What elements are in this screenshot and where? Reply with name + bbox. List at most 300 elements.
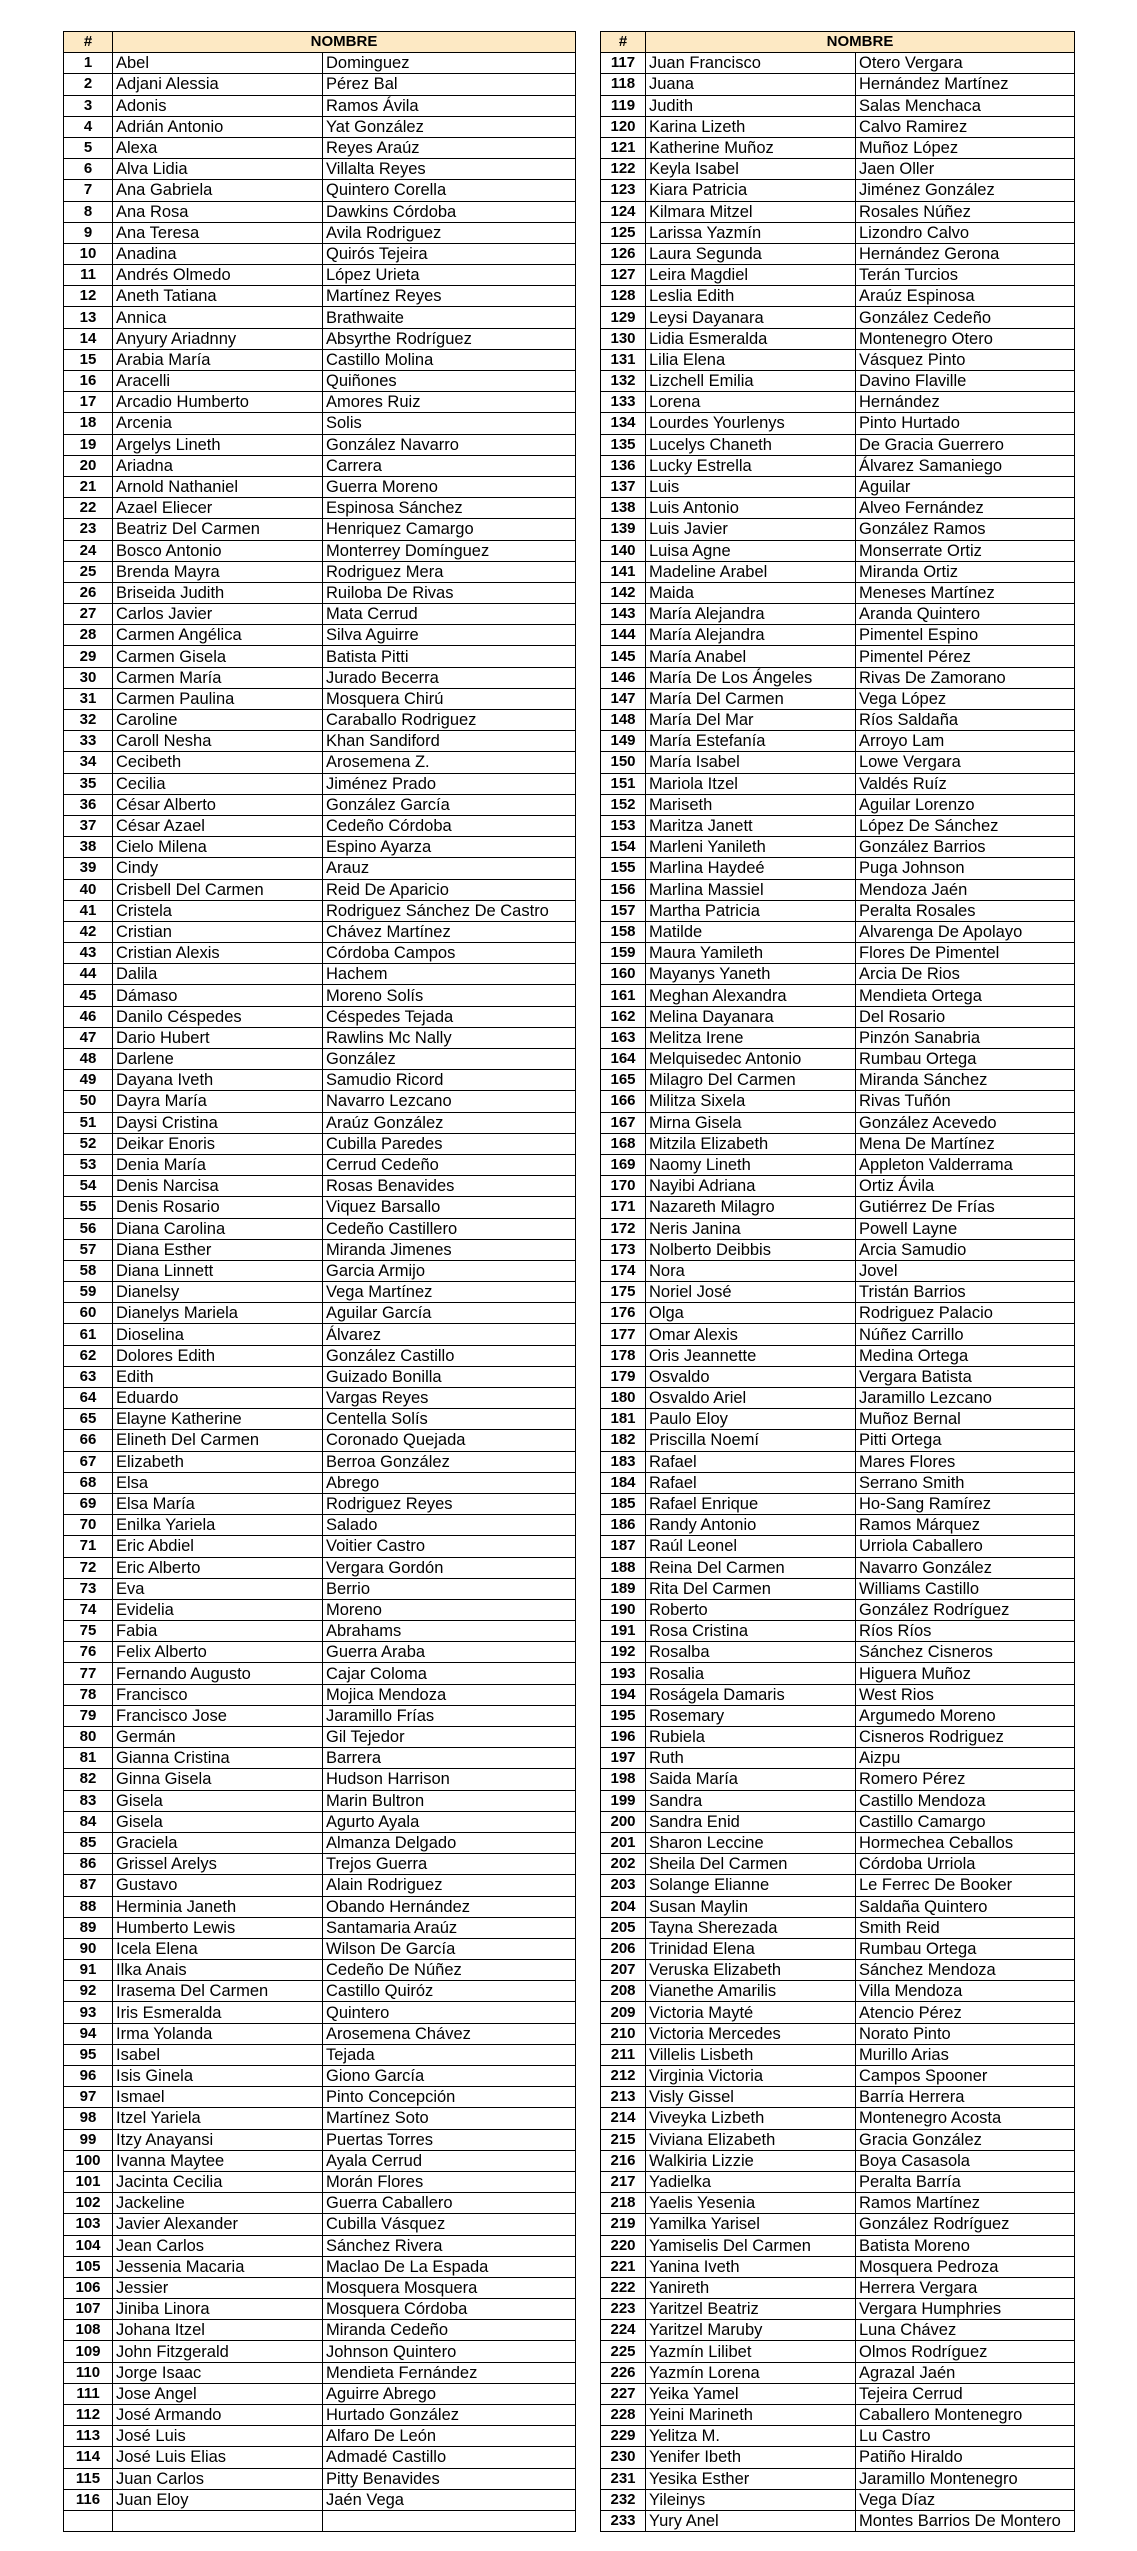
table-row [601, 2044, 1075, 2065]
last-name: Rodriguez Sánchez De Castro [323, 900, 576, 921]
table-row [64, 1642, 576, 1663]
table-row [64, 1599, 576, 1620]
first-name: Trinidad Elena [646, 1938, 856, 1959]
first-name: Yazmín Lilibet [646, 2341, 856, 2362]
table-row [601, 985, 1075, 1006]
table-header [64, 32, 576, 53]
row-number: 127 [601, 265, 646, 286]
first-name: Isis Ginela [113, 2066, 323, 2087]
table-row [601, 2108, 1075, 2129]
row-number: 159 [601, 943, 646, 964]
row-number: 194 [601, 1684, 646, 1705]
row-number: 144 [601, 625, 646, 646]
last-name: Smith Reid [856, 1917, 1075, 1938]
last-name: Appleton Valderrama [856, 1154, 1075, 1175]
first-name: Melquisedec Antonio [646, 1049, 856, 1070]
first-name: Victoria Mayté [646, 2002, 856, 2023]
last-name: Reyes Araúz [323, 137, 576, 158]
first-name: Sandra [646, 1790, 856, 1811]
row-number: 200 [601, 1811, 646, 1832]
table-row [64, 455, 576, 476]
last-name: Calvo Ramirez [856, 116, 1075, 137]
last-name: Puga Johnson [856, 858, 1075, 879]
row-number: 180 [601, 1388, 646, 1409]
table-row [64, 222, 576, 243]
row-number: 125 [601, 222, 646, 243]
row-number: 57 [64, 1239, 113, 1260]
last-name: Puertas Torres [323, 2129, 576, 2150]
table-row [64, 2320, 576, 2341]
last-name: Núñez Carrillo [856, 1324, 1075, 1345]
table-row [601, 1981, 1075, 2002]
last-name: Jiménez González [856, 180, 1075, 201]
first-name: Rubiela [646, 1727, 856, 1748]
first-name: Denis Narcisa [113, 1176, 323, 1197]
table-row [601, 921, 1075, 942]
table-row [64, 2214, 576, 2235]
table-row [601, 1515, 1075, 1536]
table-row [64, 1197, 576, 1218]
row-number: 73 [64, 1578, 113, 1599]
first-name: Ana Gabriela [113, 180, 323, 201]
row-number: 113 [64, 2426, 113, 2447]
table-row [601, 1896, 1075, 1917]
row-number: 124 [601, 201, 646, 222]
table-row [601, 1663, 1075, 1684]
last-name: Jovel [856, 1260, 1075, 1281]
row-number: 74 [64, 1599, 113, 1620]
row-number: 5 [64, 137, 113, 158]
row-number: 170 [601, 1176, 646, 1197]
row-number: 47 [64, 1027, 113, 1048]
first-name: César Alberto [113, 794, 323, 815]
row-number: 225 [601, 2341, 646, 2362]
last-name: Pinto Concepción [323, 2087, 576, 2108]
last-name: Vega López [856, 688, 1075, 709]
last-name: Jurado Becerra [323, 667, 576, 688]
last-name: Arcia De Rios [856, 964, 1075, 985]
table-row [601, 2299, 1075, 2320]
first-name: César Azael [113, 815, 323, 836]
last-name: Álvarez [323, 1324, 576, 1345]
row-number: 75 [64, 1621, 113, 1642]
last-name: Caraballo Rodriguez [323, 710, 576, 731]
row-number: 163 [601, 1027, 646, 1048]
last-name: López De Sánchez [856, 815, 1075, 836]
first-name: Roságela Damaris [646, 1684, 856, 1705]
row-number: 14 [64, 328, 113, 349]
first-name: Yileinys [646, 2489, 856, 2510]
last-name: Guerra Moreno [323, 476, 576, 497]
row-number: 172 [601, 1218, 646, 1239]
first-name: Adjani Alessia [113, 74, 323, 95]
first-name: Carmen María [113, 667, 323, 688]
last-name: Viquez Barsallo [323, 1197, 576, 1218]
first-name: Paulo Eloy [646, 1409, 856, 1430]
row-number: 40 [64, 879, 113, 900]
last-name: Mosquera Chirú [323, 688, 576, 709]
first-name: Jacinta Cecilia [113, 2171, 323, 2192]
last-name: Samudio Ricord [323, 1070, 576, 1091]
row-number: 37 [64, 815, 113, 836]
last-name: Hernández [856, 392, 1075, 413]
row-number: 30 [64, 667, 113, 688]
first-name: Cecibeth [113, 752, 323, 773]
first-name: Priscilla Noemí [646, 1430, 856, 1451]
table-row [601, 943, 1075, 964]
table-row [601, 307, 1075, 328]
row-number: 101 [64, 2171, 113, 2192]
table-row [601, 1960, 1075, 1981]
table-row [601, 1727, 1075, 1748]
last-name: Urriola Caballero [856, 1536, 1075, 1557]
first-name: Karina Lizeth [646, 116, 856, 137]
row-number: 42 [64, 921, 113, 942]
table-row [601, 1430, 1075, 1451]
row-number: 208 [601, 1981, 646, 2002]
last-name: Martínez Soto [323, 2108, 576, 2129]
table-row [64, 53, 576, 74]
last-name: Gracia González [856, 2129, 1075, 2150]
row-number: 206 [601, 1938, 646, 1959]
row-number: 2 [64, 74, 113, 95]
row-number: 60 [64, 1303, 113, 1324]
last-name: Luna Chávez [856, 2320, 1075, 2341]
table-row [64, 773, 576, 794]
last-name: Vega Martínez [323, 1282, 576, 1303]
first-name: Rafael [646, 1451, 856, 1472]
last-name: Norato Pinto [856, 2023, 1075, 2044]
first-name: Cielo Milena [113, 837, 323, 858]
row-number: 179 [601, 1366, 646, 1387]
table-row [601, 1239, 1075, 1260]
row-number: 24 [64, 540, 113, 561]
row-number: 18 [64, 413, 113, 434]
last-name: Córdoba Campos [323, 943, 576, 964]
last-name: Araúz Espinosa [856, 286, 1075, 307]
row-number: 8 [64, 201, 113, 222]
last-name: Castillo Quiróz [323, 1981, 576, 2002]
row-number: 81 [64, 1748, 113, 1769]
table-row [601, 2150, 1075, 2171]
row-number: 96 [64, 2066, 113, 2087]
first-name: Dario Hubert [113, 1027, 323, 1048]
table-row [601, 900, 1075, 921]
table-row [64, 1070, 576, 1091]
last-name: Brathwaite [323, 307, 576, 328]
last-name: Quintero Corella [323, 180, 576, 201]
last-name: Aguilar Lorenzo [856, 794, 1075, 815]
last-name: Dawkins Córdoba [323, 201, 576, 222]
last-name: Hernández Martínez [856, 74, 1075, 95]
first-name: Danilo Céspedes [113, 1006, 323, 1027]
row-number: 191 [601, 1621, 646, 1642]
last-name: Jaén Vega [323, 2489, 576, 2510]
table-row [64, 1621, 576, 1642]
first-name: Dolores Edith [113, 1345, 323, 1366]
first-name: Anyury Ariadnny [113, 328, 323, 349]
last-name: Atencio Pérez [856, 2002, 1075, 2023]
table-row [601, 2214, 1075, 2235]
last-name: Sánchez Mendoza [856, 1960, 1075, 1981]
table-row [601, 222, 1075, 243]
first-name: Meghan Alexandra [646, 985, 856, 1006]
row-number: 213 [601, 2087, 646, 2108]
table-row [64, 413, 576, 434]
first-name: Lorena [646, 392, 856, 413]
last-name: Medina Ortega [856, 1345, 1075, 1366]
row-number: 211 [601, 2044, 646, 2065]
first-name: Arnold Nathaniel [113, 476, 323, 497]
row-number: 116 [64, 2489, 113, 2510]
first-name: Nazareth Milagro [646, 1197, 856, 1218]
last-name: Yat González [323, 116, 576, 137]
first-name: Kiara Patricia [646, 180, 856, 201]
table-row [601, 646, 1075, 667]
first-name: Marlina Massiel [646, 879, 856, 900]
last-name: Hachem [323, 964, 576, 985]
first-name: Arcadio Humberto [113, 392, 323, 413]
last-name: Ruiloba De Rivas [323, 582, 576, 603]
last-name: Boya Casasola [856, 2150, 1075, 2171]
first-name: Jean Carlos [113, 2235, 323, 2256]
table-row [601, 243, 1075, 264]
table-row [64, 1875, 576, 1896]
last-name: Monterrey Domínguez [323, 540, 576, 561]
table-row [64, 2341, 576, 2362]
last-name: Hernández Gerona [856, 243, 1075, 264]
row-number: 59 [64, 1282, 113, 1303]
row-number: 138 [601, 498, 646, 519]
row-number: 55 [64, 1197, 113, 1218]
last-name: Wilson De García [323, 1938, 576, 1959]
last-name: Martínez Reyes [323, 286, 576, 307]
table-row [601, 286, 1075, 307]
table-row [64, 1006, 576, 1027]
row-number: 140 [601, 540, 646, 561]
last-name: Céspedes Tejada [323, 1006, 576, 1027]
last-name: Pitti Ortega [856, 1430, 1075, 1451]
row-number: 34 [64, 752, 113, 773]
last-name: Meneses Martínez [856, 582, 1075, 603]
first-name: Eric Alberto [113, 1557, 323, 1578]
last-name: Miranda Ortiz [856, 561, 1075, 582]
table-row [64, 95, 576, 116]
table-row [64, 392, 576, 413]
first-name: María De Los Ángeles [646, 667, 856, 688]
table-row [601, 964, 1075, 985]
table-row [601, 710, 1075, 731]
first-name: Arabia María [113, 349, 323, 370]
row-number: 149 [601, 731, 646, 752]
table-row [601, 2362, 1075, 2383]
row-number: 232 [601, 2489, 646, 2510]
first-name: Carlos Javier [113, 604, 323, 625]
first-name: José Luis [113, 2426, 323, 2447]
last-name: Aguilar [856, 476, 1075, 497]
first-name: Luis Antonio [646, 498, 856, 519]
table-row [601, 1642, 1075, 1663]
first-name: Elayne Katherine [113, 1409, 323, 1430]
row-number: 146 [601, 667, 646, 688]
last-name: Berroa González [323, 1451, 576, 1472]
last-name: Campos Spooner [856, 2066, 1075, 2087]
table-row [601, 2129, 1075, 2150]
first-name: Judith [646, 95, 856, 116]
last-name: Hormechea Ceballos [856, 1832, 1075, 1853]
last-name: Mares Flores [856, 1451, 1075, 1472]
first-name: Cristian Alexis [113, 943, 323, 964]
last-name: Aguilar García [323, 1303, 576, 1324]
first-name: Mariola Itzel [646, 773, 856, 794]
first-name: Cindy [113, 858, 323, 879]
row-number: 145 [601, 646, 646, 667]
row-number: 112 [64, 2405, 113, 2426]
last-name: Alain Rodriguez [323, 1875, 576, 1896]
row-number: 164 [601, 1049, 646, 1070]
last-name: Rosas Benavides [323, 1176, 576, 1197]
first-name: Sandra Enid [646, 1811, 856, 1832]
first-name: Yesika Esther [646, 2468, 856, 2489]
last-name: Argumedo Moreno [856, 1705, 1075, 1726]
row-number: 63 [64, 1366, 113, 1387]
table-row [64, 1176, 576, 1197]
first-name: Nolberto Deibbis [646, 1239, 856, 1260]
first-name: Yaelis Yesenia [646, 2193, 856, 2214]
last-name: González Acevedo [856, 1112, 1075, 1133]
table-row [64, 1769, 576, 1790]
last-name: Rodriguez Reyes [323, 1493, 576, 1514]
table-row [601, 1790, 1075, 1811]
row-number: 198 [601, 1769, 646, 1790]
first-name: Saida María [646, 1769, 856, 1790]
table-row [64, 964, 576, 985]
table-row [64, 1557, 576, 1578]
last-name: Quiñones [323, 371, 576, 392]
table-row [601, 519, 1075, 540]
row-number: 122 [601, 159, 646, 180]
first-name: Adrián Antonio [113, 116, 323, 137]
row-number: 229 [601, 2426, 646, 2447]
last-name: Navarro Lezcano [323, 1091, 576, 1112]
table-row [64, 2150, 576, 2171]
last-name: González Barrios [856, 837, 1075, 858]
last-name: Monserrate Ortiz [856, 540, 1075, 561]
first-name: Carmen Paulina [113, 688, 323, 709]
first-name: Diana Linnett [113, 1260, 323, 1281]
first-name: Martha Patricia [646, 900, 856, 921]
table-row [64, 582, 576, 603]
last-name: Muñoz López [856, 137, 1075, 158]
row-number: 147 [601, 688, 646, 709]
last-name: Trejos Guerra [323, 1854, 576, 1875]
last-name: Coronado Quejada [323, 1430, 576, 1451]
row-number: 148 [601, 710, 646, 731]
row-number: 29 [64, 646, 113, 667]
table-row [601, 159, 1075, 180]
table-row [601, 1599, 1075, 1620]
table-row [601, 794, 1075, 815]
row-number: 62 [64, 1345, 113, 1366]
first-name: María Del Mar [646, 710, 856, 731]
table-row [601, 1388, 1075, 1409]
first-name: Grissel Arelys [113, 1854, 323, 1875]
first-name: Leysi Dayanara [646, 307, 856, 328]
last-name: Ramos Martínez [856, 2193, 1075, 2214]
first-name: Ilka Anais [113, 1960, 323, 1981]
last-name: Johnson Quintero [323, 2341, 576, 2362]
last-name: Álvarez Samaniego [856, 455, 1075, 476]
last-name: Mendieta Ortega [856, 985, 1075, 1006]
first-name: Diana Carolina [113, 1218, 323, 1239]
first-name: Walkiria Lizzie [646, 2150, 856, 2171]
table-row [64, 243, 576, 264]
first-name: Yeini Marineth [646, 2405, 856, 2426]
first-name: Azael Eliecer [113, 498, 323, 519]
last-name: Jiménez Prado [323, 773, 576, 794]
table-row [601, 371, 1075, 392]
table-row [64, 985, 576, 1006]
table-row [601, 349, 1075, 370]
table-row [64, 1112, 576, 1133]
row-number: 219 [601, 2214, 646, 2235]
last-name: Powell Layne [856, 1218, 1075, 1239]
row-number: 228 [601, 2405, 646, 2426]
last-name: Guerra Araba [323, 1642, 576, 1663]
row-number: 93 [64, 2002, 113, 2023]
empty-cell [323, 2510, 576, 2531]
first-name: Militza Sixela [646, 1091, 856, 1112]
row-number: 166 [601, 1091, 646, 1112]
row-number: 187 [601, 1536, 646, 1557]
row-number: 199 [601, 1790, 646, 1811]
first-name: Dayra María [113, 1091, 323, 1112]
table-row [601, 1621, 1075, 1642]
first-name: Reina Del Carmen [646, 1557, 856, 1578]
table-row [64, 625, 576, 646]
table-row [64, 265, 576, 286]
table-row [64, 1324, 576, 1345]
first-name: Itzel Yariela [113, 2108, 323, 2129]
first-name: Johana Itzel [113, 2320, 323, 2341]
last-name: Del Rosario [856, 1006, 1075, 1027]
row-number: 207 [601, 1960, 646, 1981]
row-number: 77 [64, 1663, 113, 1684]
row-number: 155 [601, 858, 646, 879]
first-name: Yazmín Lorena [646, 2362, 856, 2383]
first-name: Mayanys Yaneth [646, 964, 856, 985]
table-row [601, 1154, 1075, 1175]
last-name: Araúz González [323, 1112, 576, 1133]
row-number: 26 [64, 582, 113, 603]
first-name: Marleni Yanileth [646, 837, 856, 858]
row-number: 214 [601, 2108, 646, 2129]
first-name: Dalila [113, 964, 323, 985]
first-name: Lourdes Yourlenys [646, 413, 856, 434]
row-number: 104 [64, 2235, 113, 2256]
row-number: 181 [601, 1409, 646, 1430]
row-number: 178 [601, 1345, 646, 1366]
row-number: 25 [64, 561, 113, 582]
first-name: Fernando Augusto [113, 1663, 323, 1684]
table-row [601, 1197, 1075, 1218]
first-name: Rosalia [646, 1663, 856, 1684]
table-row [601, 625, 1075, 646]
first-name: Mirna Gisela [646, 1112, 856, 1133]
table-row [64, 1705, 576, 1726]
first-name: Jessier [113, 2277, 323, 2298]
row-number: 65 [64, 1409, 113, 1430]
